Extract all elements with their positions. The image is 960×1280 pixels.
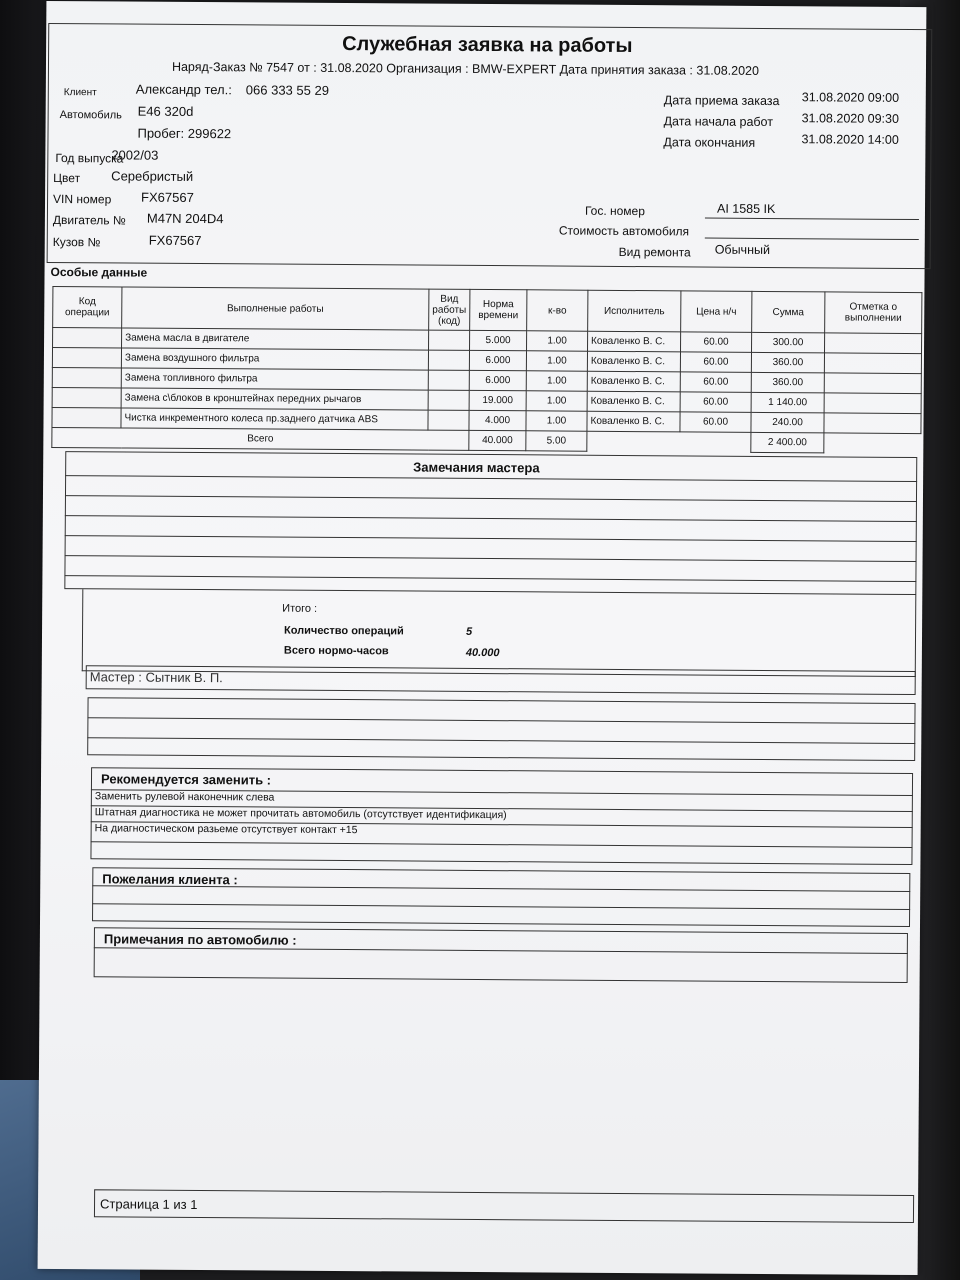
work-cell: Замена с\блоков в кронштейнах передних рычагов [121, 388, 428, 410]
year-value: 2002/03 [111, 147, 159, 163]
order-line: Наряд-Заказ № 7547 от : 31.08.2020 Организация : BMW-EXPERT Дата принятия заказа : 31.08.2020 [171, 59, 760, 78]
blank-lines-box [87, 697, 915, 761]
col-mark: Отметка о выполнении [825, 292, 922, 334]
price-cell: 60.00 [680, 412, 751, 432]
op-code-cell [52, 367, 121, 387]
client-phone: 066 333 55 29 [245, 82, 330, 98]
client-wishes-label: Пожелания клиента : [102, 871, 238, 888]
work-cell: Чистка инкрементного колеса пр.заднего датчика ABS [121, 408, 428, 430]
works-table [51, 286, 922, 454]
master-line: Мастер : Сытник В. П. [89, 669, 223, 686]
norm-cell: 4.000 [469, 410, 526, 430]
start-date-value: 31.08.2020 09:30 [801, 111, 900, 126]
client-label: Клиент [63, 87, 97, 99]
accept-date-value: 31.08.2020 09:00 [801, 90, 900, 105]
car-notes-label: Примечания по автомобилю : [103, 931, 297, 948]
client-value: Александр тел.: [135, 81, 232, 98]
sum-cell: 1 140.00 [751, 392, 824, 413]
qty-cell: 1.00 [527, 331, 588, 351]
end-date-value: 31.08.2020 14:00 [801, 132, 899, 147]
mark-cell [824, 353, 921, 374]
recommend-item: Заменить рулевой наконечник слева [94, 790, 275, 804]
work-cell: Замена воздушного фильтра [121, 348, 428, 370]
document-title: Служебная заявка на работы [342, 33, 633, 58]
plate-value: AI 1585 IK [716, 201, 776, 217]
executor-cell: Коваленко В. С. [588, 331, 681, 352]
total-norm: 40.000 [469, 430, 526, 450]
vin-label: VIN номер [53, 191, 112, 207]
qty-cell: 1.00 [526, 411, 587, 431]
work-type-cell [429, 330, 470, 350]
col-work: Выполненые работы [122, 287, 429, 330]
mileage: Пробег: 299622 [137, 125, 232, 142]
price-cell: 60.00 [681, 332, 752, 352]
total-qty: 5.00 [526, 431, 587, 451]
work-type-cell [428, 390, 469, 410]
repair-type-value: Обычный [714, 242, 771, 258]
recommend-item: На диагностическом разьеме отсутствует контакт +15 [94, 822, 358, 837]
op-code-cell [52, 387, 121, 407]
engine-label: Двигатель № [52, 212, 126, 228]
sum-cell: 240.00 [751, 412, 824, 433]
col-qty: к-во [527, 290, 588, 331]
summary-box [82, 589, 917, 677]
sum-cell: 300.00 [752, 332, 825, 353]
op-code-cell [52, 407, 121, 427]
body-label: Кузов № [52, 234, 101, 250]
col-price: Цена н/ч [681, 291, 752, 332]
total-sum: 2 400.00 [751, 432, 824, 453]
qty-cell: 1.00 [526, 391, 587, 411]
mark-cell [824, 413, 921, 434]
work-type-cell [428, 370, 469, 390]
price-cell: 60.00 [680, 352, 751, 372]
qty-cell: 1.00 [526, 371, 587, 391]
page-number: Страница 1 из 1 [99, 1196, 198, 1213]
op-code-cell [53, 327, 122, 347]
col-norm: Норма времени [470, 289, 527, 330]
norm-cell: 19.000 [469, 390, 526, 410]
recommend-item: Штатная диагностика не может прочитать автомобиль (отсутствует идентификация) [94, 806, 507, 822]
end-date-label: Дата окончания [663, 135, 756, 150]
ops-count-label: Количество операций [284, 624, 404, 638]
norm-cell: 6.000 [469, 370, 526, 390]
norm-cell: 5.000 [470, 330, 527, 350]
recommend-title: Рекомендуется заменить : [100, 771, 272, 788]
executor-cell: Коваленко В. С. [587, 411, 680, 432]
repair-type-label: Вид ремонта [618, 244, 691, 260]
car-value: E46 320d [137, 103, 194, 119]
car-label: Автомобиль [59, 109, 122, 122]
color-label: Цвет [53, 170, 81, 186]
ops-count-value: 5 [466, 625, 473, 638]
color-value: Серебристый [111, 168, 194, 184]
executor-cell: Коваленко В. С. [587, 351, 680, 372]
sum-cell: 360.00 [751, 352, 824, 373]
special-data-label: Особые данные [50, 264, 148, 280]
mark-cell [824, 393, 921, 414]
qty-cell: 1.00 [526, 351, 587, 371]
mark-cell [824, 333, 921, 354]
start-date-label: Дата начала работ [663, 114, 774, 130]
executor-cell: Коваленко В. С. [587, 371, 680, 392]
vin-value: FX67567 [141, 189, 194, 205]
work-cell: Замена масла в двигателе [122, 328, 429, 350]
work-type-cell [428, 410, 469, 430]
mark-cell [824, 373, 921, 394]
total-label: Всего [52, 427, 469, 450]
itogo-label: Итого : [282, 602, 318, 615]
work-type-cell [428, 350, 469, 370]
master-remarks-title: Замечания мастера [413, 459, 540, 476]
sum-cell: 360.00 [751, 372, 824, 393]
price-cell: 60.00 [680, 392, 751, 412]
col-work-type: Вид работы (код) [429, 289, 470, 330]
engine-value: M47N 204D4 [146, 210, 224, 227]
col-sum: Сумма [752, 291, 825, 333]
hours-label: Всего нормо-часов [283, 644, 389, 658]
op-code-cell [52, 347, 121, 367]
plate-label: Гос. номер [584, 203, 645, 219]
footer-box [94, 1189, 914, 1223]
body-value: FX67567 [148, 232, 202, 249]
executor-cell: Коваленко В. С. [587, 391, 680, 412]
col-op-code: Код операции [53, 286, 122, 327]
col-executor: Исполнитель [588, 290, 681, 332]
accept-date-label: Дата приема заказа [663, 93, 780, 109]
price-cell: 60.00 [680, 372, 751, 392]
norm-cell: 6.000 [469, 350, 526, 370]
year-label: Год выпуска [55, 151, 124, 166]
work-order-sheet [38, 1, 927, 1275]
works-table-header [53, 286, 922, 333]
hours-value: 40.000 [465, 646, 500, 660]
car-cost-label: Стоимость автомобиля [558, 223, 690, 239]
work-cell: Замена топливного фильтра [121, 368, 428, 390]
